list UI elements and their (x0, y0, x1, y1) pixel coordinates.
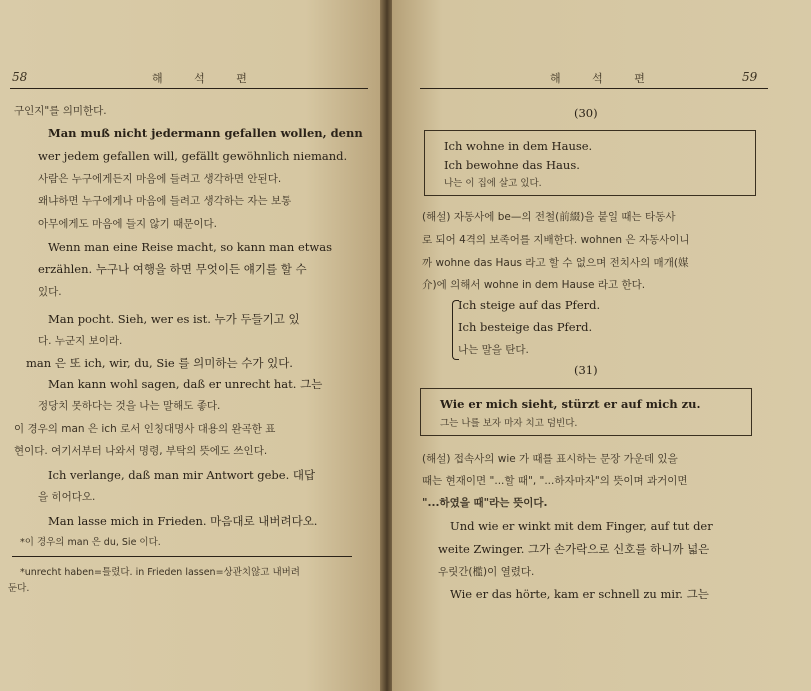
box-line: Ich bewohne das Haus. (444, 158, 580, 172)
text-line: 을 히어다오. (38, 491, 96, 503)
text-line: 있다. (38, 286, 62, 298)
text-line: Man muß nicht jedermann gefallen wollen, denn (48, 126, 363, 140)
left-page-number: 58 (12, 70, 28, 84)
text-line: Wie er das hörte, kam er schnell zu mir. 그는 (450, 587, 709, 601)
text-line: 介)에 의해서 wohne in dem Hause 라고 한다. (422, 279, 646, 291)
footnote-line: *unrecht haben=틀렸다. in Frieden lassen=상관치않고 내버려 (20, 567, 300, 578)
footnote-line: 둔다. (8, 583, 30, 594)
text-line: (해설) 접속사의 wie 가 때를 표시하는 문장 가운데 있을 (422, 453, 678, 465)
text-line: 현이다. 여기서부터 나와서 명령, 부탁의 뜻에도 쓰인다. (14, 445, 268, 457)
left-page (0, 0, 382, 691)
text-line: 까 wohne das Haus 라고 할 수 없으며 전치사의 매개(媒 (422, 257, 689, 269)
text-line: Wenn man eine Reise macht, so kann man etwas (48, 240, 333, 254)
box-line: 나는 이 집에 살고 있다. (444, 178, 542, 189)
bracket-line: Ich steige auf das Pferd. (458, 298, 601, 312)
right-running-head: 해 석 편 (550, 72, 659, 85)
bracket-line: 나는 말을 탄다. (458, 344, 529, 356)
box-line: Ich wohne in dem Hause. (444, 139, 593, 153)
text-line: "...하였을 때"라는 뜻이다. (422, 497, 548, 509)
text-line: 사람은 누구에게든지 마음에 들려고 생각하면 안된다. (38, 173, 282, 185)
left-running-head: 해 석 편 (152, 72, 261, 85)
text-line: Man kann wohl sagen, daß er unrecht hat. 그는 (48, 377, 323, 391)
text-line: 아무에게도 마음에 들지 않기 때문이다. (38, 218, 217, 230)
left-header-rule (10, 88, 368, 89)
text-line: wer jedem gefallen will, gefällt gewöhnlich niemand. (38, 149, 348, 163)
text-line: 이 경우의 man 은 ich 로서 인칭대명사 대용의 완곡한 표 (14, 423, 276, 435)
text-line: 때는 현재이면 "...할 때", "...하자마자"의 뜻이며 과거이면 (422, 475, 688, 487)
section-number: (31) (574, 363, 598, 377)
right-header-rule (420, 88, 768, 89)
text-line: Man lasse mich in Frieden. 마음대로 내버려다오. (48, 514, 318, 528)
text-line: Man pocht. Sieh, wer es ist. 누가 두들기고 있 (48, 312, 300, 326)
right-page (392, 0, 811, 691)
right-page-number: 59 (742, 70, 758, 84)
text-line: (해설) 자동사에 be—의 전철(前綴)을 붙일 때는 타동사 (422, 211, 676, 223)
text-line: 왜냐하면 누구에게나 마음에 들려고 생각하는 자는 보통 (38, 195, 292, 207)
footnote-rule (12, 556, 352, 557)
text-line: 정당치 못하다는 것을 나는 말해도 좋다. (38, 400, 221, 412)
text-line: erzählen. 누구나 여행을 하면 무엇이든 얘기를 할 수 (38, 262, 307, 276)
section-number: (30) (574, 106, 598, 120)
text-line: 로 되어 4격의 보족어를 지배한다. wohnen 은 자동사이니 (422, 234, 690, 246)
text-line: 우릿간(檻)이 열렸다. (438, 566, 535, 578)
text-line: Ich verlange, daß man mir Antwort gebe. 대답 (48, 468, 316, 482)
bracket-line: Ich besteige das Pferd. (458, 320, 593, 334)
text-line: weite Zwinger. 그가 손가락으로 신호를 하니까 넓은 (438, 542, 710, 556)
box-line: 그는 나를 보자 마자 치고 덤빈다. (440, 418, 578, 429)
text-line: 다. 누군지 보이라. (38, 335, 123, 347)
text-line: *이 경우의 man 은 du, Sie 이다. (20, 537, 161, 548)
box-line: Wie er mich sieht, stürzt er auf mich zu. (440, 397, 701, 411)
text-line: 구인지"를 의미한다. (14, 105, 107, 117)
text-line: Und wie er winkt mit dem Finger, auf tut der (450, 519, 713, 533)
text-line: man 은 또 ich, wir, du, Sie 를 의미하는 수가 있다. (26, 356, 293, 370)
